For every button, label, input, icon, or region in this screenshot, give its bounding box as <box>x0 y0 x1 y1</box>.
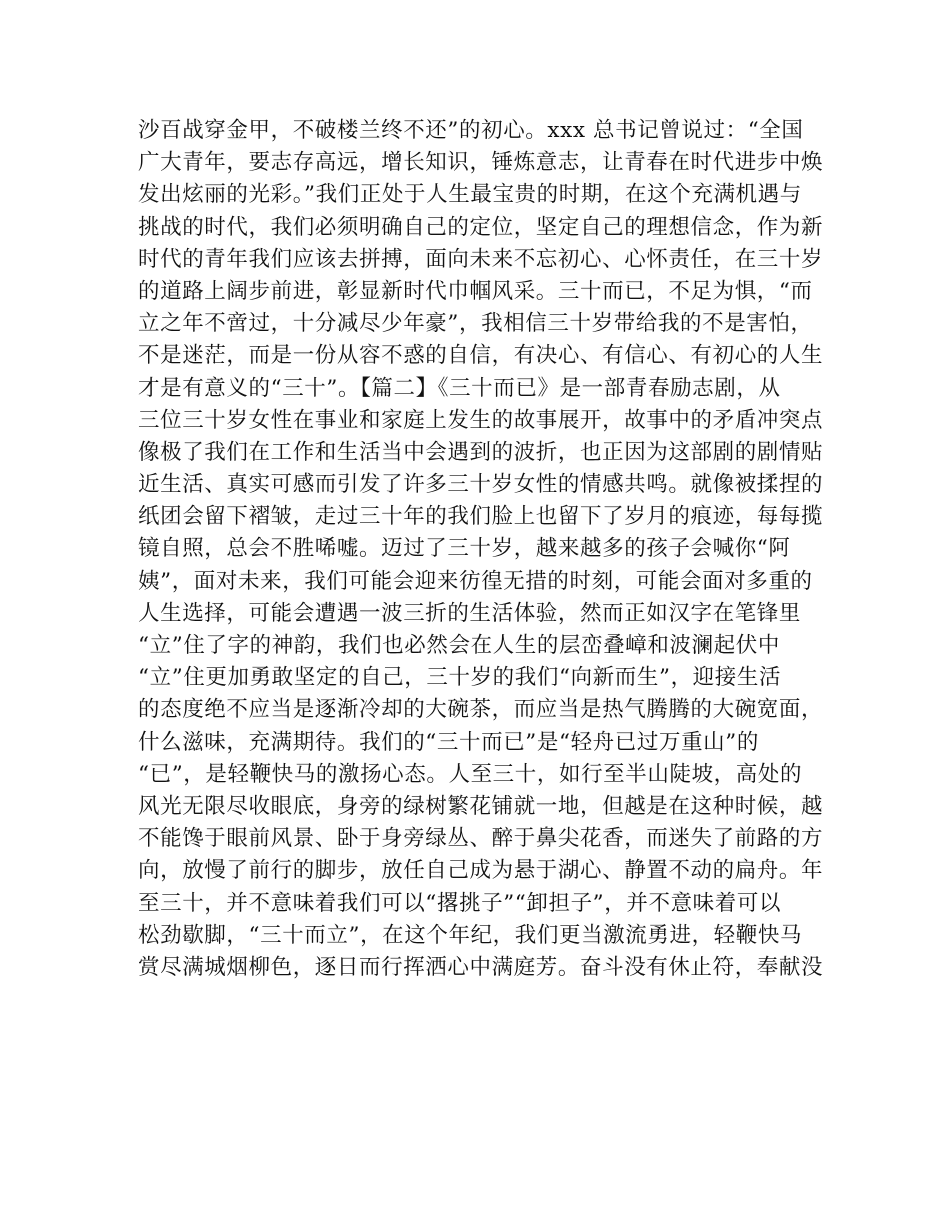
text-line: 立之年不啻过，十分减尽少年豪”，我相信三十岁带给我的不是害怕， <box>138 311 813 337</box>
text-line: 才是有意义的“三十”。【篇二】《三十而已》是一部青春励志剧，从 <box>138 375 781 401</box>
text-line: 至三十，并不意味着我们可以“撂挑子”“卸担子”，并不意味着可以 <box>138 890 782 916</box>
text-line: 沙百战穿金甲，不破楼兰终不还”的初心。xxx 总书记曾说过：“全国 <box>138 118 804 143</box>
text-line: 的道路上阔步前进，彰显新时代巾帼风采。三十而已，不足为惧，“而 <box>138 278 813 304</box>
text-line: 三位三十岁女性在事业和家庭上发生的故事展开，故事中的矛盾冲突点 <box>138 407 824 433</box>
text-line: 风光无限尽收眼底，身旁的绿树繁花铺就一地，但越是在这种时候，越 <box>138 793 824 819</box>
text-line: “已”，是轻鞭快马的激扬心态。人至三十，如行至半山陡坡，高处的 <box>138 761 803 787</box>
text-line: 不能馋于眼前风景、卧于身旁绿丛、醉于鼻尖花香，而迷失了前路的方 <box>138 826 824 852</box>
text-line: “立”住更加勇敢坚定的自己，三十岁的我们“向新而生”，迎接生活 <box>138 665 782 691</box>
text-line: 松劲歇脚，“三十而立”，在这个年纪，我们更当激流勇进，轻鞭快马 <box>138 922 803 948</box>
text-line: 时代的青年我们应该去拼搏，面向未来不忘初心、心怀责任，在三十岁 <box>138 246 824 272</box>
text-line: 的态度绝不应当是逐渐冷却的大碗茶，而应当是热气腾腾的大碗宽面， <box>138 697 824 723</box>
text-line: 像极了我们在工作和生活当中会遇到的波折，也正因为这部剧的剧情贴 <box>138 439 824 465</box>
text-line: 挑战的时代，我们必须明确自己的定位，坚定自己的理想信念，作为新 <box>138 214 824 240</box>
text-line: 广大青年，要志存高远，增长知识，锤炼意志，让青春在时代进步中焕 <box>138 150 824 176</box>
text-line: 近生活、真实可感而引发了许多三十岁女性的情感共鸣。就像被揉捏的 <box>138 472 824 498</box>
text-line: 纸团会留下褶皱，走过三十年的我们脸上也留下了岁月的痕迹，每每揽 <box>138 504 824 530</box>
text-line: 赏尽满城烟柳色，逐日而行挥洒心中满庭芳。奋斗没有休止符，奉献没 <box>138 954 824 980</box>
text-line: 什么滋味，充满期待。我们的“三十而已”是“轻舟已过万重山”的 <box>138 729 759 755</box>
text-line: 不是迷茫，而是一份从容不惑的自信，有决心、有信心、有初心的人生 <box>138 343 824 369</box>
text-line: 人生选择，可能会遭遇一波三折的生活体验，然而正如汉字在笔锋里 <box>138 600 802 626</box>
text-line: 姨”，面对未来，我们可能会迎来彷徨无措的时刻，可能会面对多重的 <box>138 568 813 594</box>
body-text <box>138 115 824 984</box>
text-line: 发出炫丽的光彩。”我们正处于人生最宝贵的时期，在这个充满机遇与 <box>138 182 802 208</box>
text-line: 向，放慢了前行的脚步，放任自己成为悬于湖心、静置不动的扁舟。年 <box>138 858 824 884</box>
text-line: “立”住了字的神韵，我们也必然会在人生的层峦叠嶂和波澜起伏中 <box>138 633 780 658</box>
text-line: 镜自照，总会不胜唏嘘。迈过了三十岁，越来越多的孩子会喊你“阿 <box>138 536 791 562</box>
